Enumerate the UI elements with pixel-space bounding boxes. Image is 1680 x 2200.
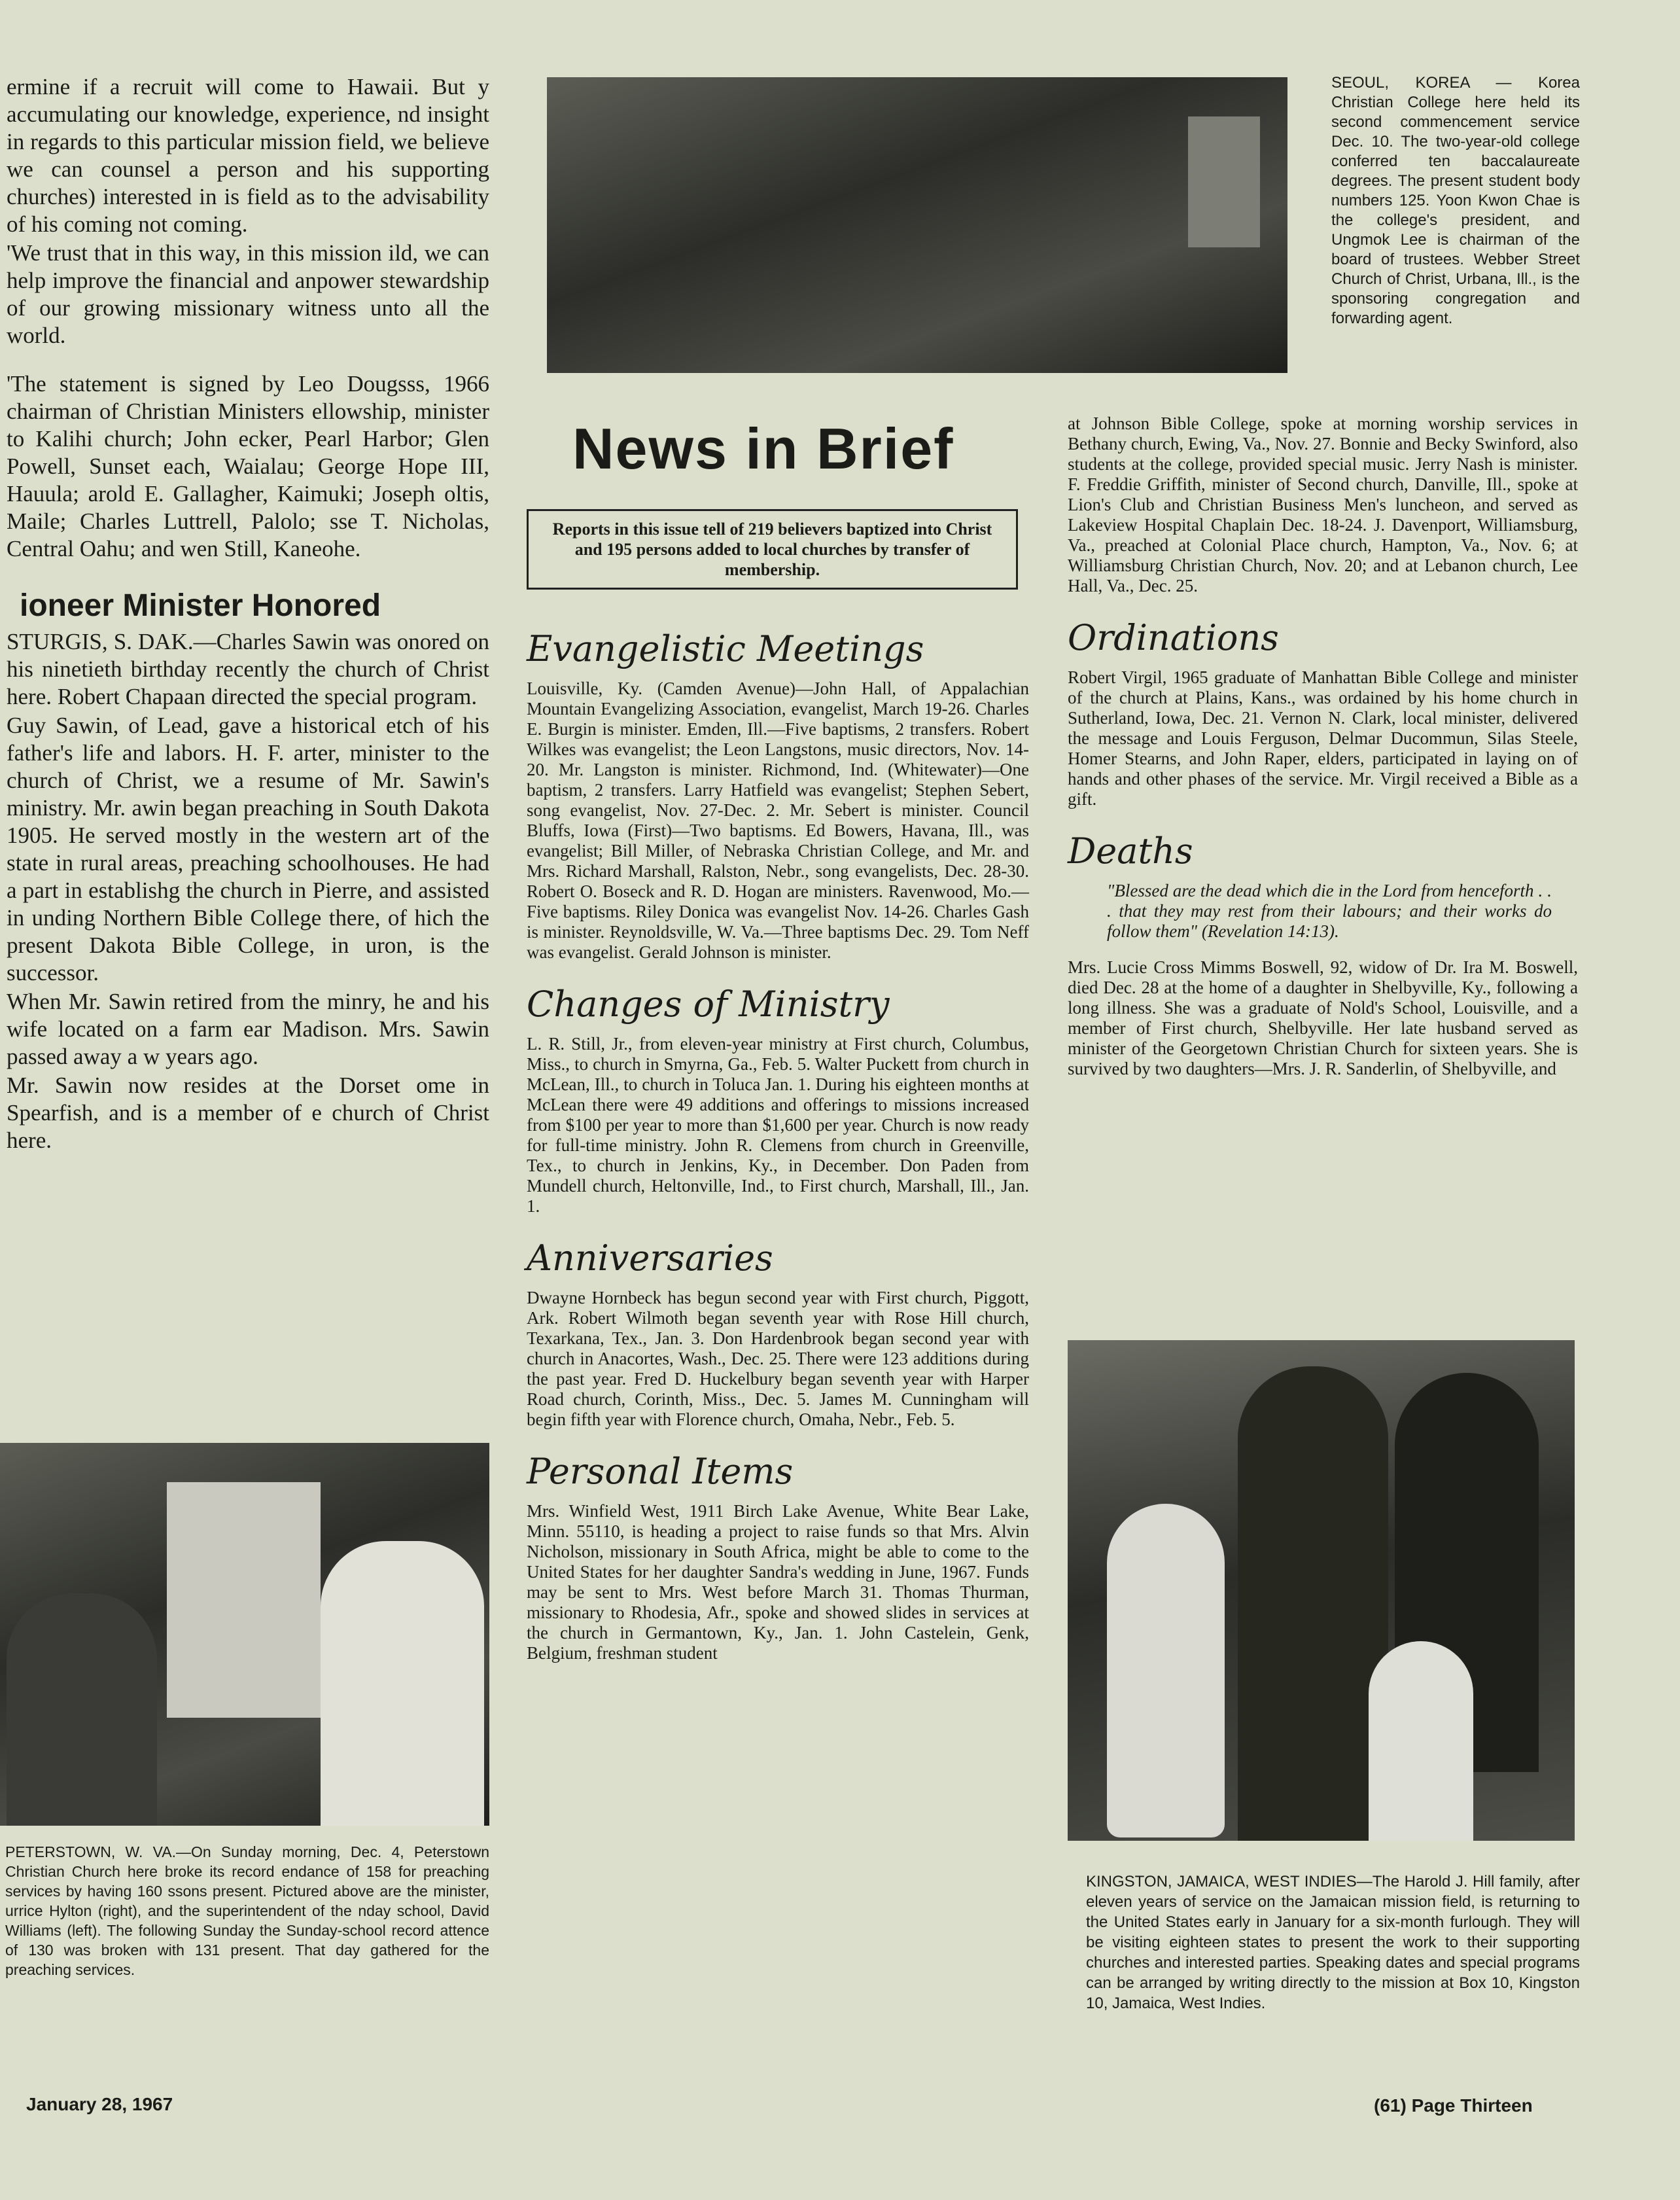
evangelistic-text: Louisville, Ky. (Camden Avenue)—John Hall, of Appalachian Mountain Evangelizing Association, evangelist, March 19-26. Charles E. Burgin is minister. Emden, Ill.—Five baptisms, 2 transfers. Robert Wilkes was evangelist; the Leon Langstons, music directors, Nov. 14-20. Mr. Langston is minister. Richmond, Ind. (Whitewater)—One baptism, 2 transfers. Larry Hatfield was evangelist; Stephen Sebert, song evangelist, Nov. 27-Dec. 2. Mr. Sebert is minister. Council Bluffs, Iowa (First)—Two baptisms. Ed Bowers, Havana, Ill., was evangelist; Bill Miller, of Nebraska Christian College, and Mr. and Mrs. Richard Marshall, Ralston, Nebr., song evangelists, Dec. 28-30. Robert O. Boseck and R. D. Hogan are ministers. Ravenwood, Mo.—Five baptisms. Riley Donica was evangelist Nov. 14-26. Charles Gash is minister. Reynoldsville, W. Va.—Three baptisms Dec. 29. Tom Neff was evangelist. Gerald Johnson is minister.	[527, 679, 1029, 962]
man-left	[7, 1593, 157, 1826]
right-column	[1068, 414, 1578, 1079]
personal-heading: Personal Items	[527, 1451, 794, 1492]
seoul-caption: SEOUL, KOREA — Korea Christian College here held its second commencement service Dec. 10. The two-year-old college conferred ten baccalaureate degrees. The present student body numbers 125. Yoon Kwon Chae is the college's president, and Ungmok Lee is chairman of the board of trustees. Webber Street Church of Christ, Urbana, Ill., is the sponsoring congregation and forwarding agent.	[1331, 74, 1580, 327]
right-column-continued: at Johnson Bible College, spoke at morning worship services in Bethany church, Ewing, Va., Nov. 27. Bonnie and Becky Swinford, also students at the college, provided special music. Jerry Nash is minister. F. Freddie Griffith, minister of Second church, Danville, Ill., spoke at Lion's Club and Christian Business Men's luncheon, and served as Lakeview Hospital Chaplain Dec. 18-24. J. Davenport, Williamsburg, Va., preached at Colonial Place church, Hampton, Va., Nov. 6; at Williamsburg Christian Church, Nov. 20; and at Lebanon church, Lee Hall, Va., Dec. 25.	[1068, 414, 1578, 595]
doorway	[1188, 116, 1260, 247]
kingston-caption: KINGSTON, JAMAICA, WEST INDIES—The Harold J. Hill family, after eleven years of service on the Jamaican mission field, is returning to the United States early in January for a six-month furlough. They will be visiting eighteen states to present the work to their supporting churches and interested parties. Speaking dates and special programs can be arranged by writing directly to the mission at Box 10, Kingston 10, Jamaica, West Indies.	[1086, 1873, 1580, 2012]
kingston-photo	[1068, 1340, 1575, 1841]
deaths-quote: "Blessed are the dead which die in the Lord from henceforth . . . that they may rest from their labours; and their works do follow them" (Revelation 14:13).	[1107, 881, 1552, 941]
paragraph: Mr. Sawin now resides at the Dorset ome in Spearfish, and is a member of e church of Christ here.	[7, 1073, 489, 1153]
deaths-heading: Deaths	[1068, 830, 1193, 872]
ordinations-heading: Ordinations	[1068, 617, 1279, 658]
footer-page: (61) Page Thirteen	[1374, 2095, 1533, 2116]
footer-date: January 28, 1967	[26, 2094, 173, 2114]
paragraph: Guy Sawin, of Lead, gave a historical etch of his father's life and labors. H. F. arter, minister to the church of Christ, we a resume of Mr. Sawin's ministry. Mr. awin began preaching in South Dakota 1905. He served mostly in the western art of the state in rural areas, preaching schoolhouses. He had a part in establishg the church in Pierre, and assisted in unding Northern Bible College there, of hich the present Dakota Bible College, in uron, is the successor.	[7, 713, 489, 985]
changes-heading: Changes of Ministry	[527, 984, 890, 1025]
anniversaries-text: Dwayne Hornbeck has begun second year with First church, Piggott, Ark. Robert Wilmoth began seventh year with Rose Hill church, Texarkana, Tex., Jan. 3. Don Hardenbrook began second year with church in Anacortes, Wash., Dec. 25. There were 123 additions during the past year. Fred D. Huckelbury began seventh year with Harper Road church, Corinth, Miss., Dec. 5. James M. Cunningham will begin fifth year with Florence church, Omaha, Nebr., Feb. 5.	[527, 1288, 1029, 1429]
anniversaries-heading: Anniversaries	[527, 1237, 773, 1279]
paragraph: ermine if a recruit will come to Hawaii. But y accumulating our knowledge, experience, nd insight in regards to this particular mission field, we believe we can counsel a person and his supporting churches) interested in is field as to the advisability of his coming not coming.	[7, 74, 489, 237]
personal-text: Mrs. Winfield West, 1911 Birch Lake Avenue, White Bear Lake, Minn. 55110, is heading a project to raise funds so that Mrs. Alvin Nicholson, missionary in South Africa, might be able to come to the United States for her daughter Sandra's wedding in June, 1967. Funds may be sent to Mrs. West before March 31. Thomas Thurman, missionary to Rhodesia, Afr., spoke and showed slides in services at the church in Germantown, Ky., Jan. 1. John Castelein, Genk, Belgium, freshman student	[527, 1501, 1029, 1663]
middle-column	[527, 628, 1029, 1663]
record-board	[167, 1482, 321, 1718]
man-right	[321, 1541, 484, 1826]
news-in-brief-title: News in Brief	[572, 416, 954, 481]
changes-text: L. R. Still, Jr., from eleven-year ministry at First church, Columbus, Miss., to church in Smyrna, Ga., Feb. 5. Walter Puckett from church in McLean, Ill., to church in Toluca Jan. 1. During his eighteen months at McLean there were 49 additions and offerings to missions increased from $100 per year to more than $1,600 per year. Church is now ready for full-time ministry. John R. Clemens from church in Greenville, Tex., to church in Jenkins, Ky., in December. Don Paden from Mundell church, Heltonville, Ind., to First church, Marshall, Ill., Jan. 1.	[527, 1034, 1029, 1216]
peterstown-caption: PETERSTOWN, W. VA.—On Sunday morning, Dec. 4, Peterstown Christian Church here broke its record endance of 158 for preaching services by having 160 ssons present. Pictured above are the minister, urrice Hylton (right), and the superintendent of the nday school, David Williams (left). The following Sunday the Sunday-school record attence of 130 was broken with 131 present. That day gathered for the preaching services.	[5, 1843, 489, 1978]
paragraph: 'We trust that in this way, in this mission ild, we can help improve the financial and anpower stewardship of our growing missionary witness unto all the world.	[7, 240, 489, 348]
ordinations-text: Robert Virgil, 1965 graduate of Manhattan Bible College and minister of the church at Plains, Kans., was ordained by his home church in Sutherland, Iowa, Dec. 21. Vernon N. Clark, local minister, delivered the message and Louis Ferguson, Delmar Ducommun, Silas Steele, Homer Stearns, and John Raper, elders, participated in laying on of hands and other phases of the service. Mr. Virgil received a Bible as a gift.	[1068, 667, 1578, 809]
paragraph: STURGIS, S. DAK.—Charles Sawin was onored on his ninetieth birthday recently the church of Christ here. Robert Chapaan directed the special program.	[7, 629, 489, 709]
paragraph: When Mr. Sawin retired from the minry, he and his wife located on a farm ear Madison. Mrs. Sawin passed away a w years ago.	[7, 989, 489, 1069]
paragraph: 'The statement is signed by Leo Dougsss, 1966 chairman of Christian Ministers ellowship, minister to Kalihi church; John ecker, Pearl Harbor; Glen Powell, Sunset each, Waialau; George Hope III, Hauula; arold E. Gallagher, Kaimuki; Joseph oltis, Maile; Charles Luttrell, Palolo; sse T. Nicholas, Central Oahu; and wen Still, Kaneohe.	[7, 371, 489, 561]
left-column	[7, 73, 489, 1156]
father	[1238, 1366, 1388, 1841]
peterstown-photo	[0, 1443, 489, 1826]
boy	[1369, 1641, 1473, 1841]
evangelistic-heading: Evangelistic Meetings	[527, 628, 924, 669]
girl	[1107, 1504, 1225, 1837]
pioneer-heading: ioneer Minister Honored	[20, 588, 381, 623]
deaths-text: Mrs. Lucie Cross Mimms Boswell, 92, widow of Dr. Ira M. Boswell, died Dec. 28 at the home of a daughter in Shelbyville, Ky., following a long illness. She was a graduate of Nold's School, Louisville, and a member of First church, Shelbyville. Her late husband served as minister of the Georgetown Christian Church for sixteen years. She is survived by two daughters—Mrs. J. R. Sanderlin, of Shelbyville, and	[1068, 957, 1578, 1078]
seoul-photo	[547, 77, 1287, 373]
news-in-brief-box: Reports in this issue tell of 219 believers baptized into Christ and 195 persons added to local churches by transfer of membership.	[527, 509, 1018, 590]
